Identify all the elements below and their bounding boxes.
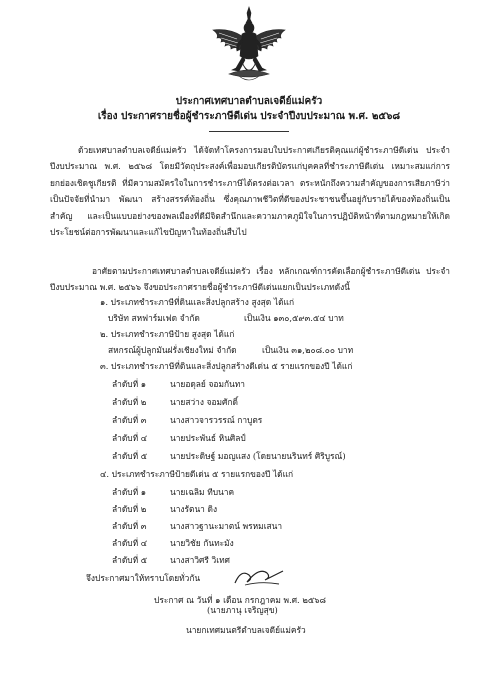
list-item-rank: ลำดับที่ ๓ <box>112 415 147 425</box>
list-item-name: นายอดุลย์ จอมกันทา <box>170 379 245 389</box>
list-item-rank: ลำดับที่ ๒ <box>112 504 147 514</box>
list-item-rank: ลำดับที่ ๕ <box>112 451 148 461</box>
intro-paragraph <box>50 142 450 240</box>
announcement-subject: เรื่อง ประกาศรายชื่อผู้ชำระภาษีดีเด่น ประจำปีงบประมาณ พ.ศ. ๒๕๖๘ <box>97 111 401 122</box>
category-2-amount: เป็นเงิน ๓๑,๒๐๘.๐๐ บาท <box>262 345 354 355</box>
list-item-rank: ลำดับที่ ๑ <box>112 379 147 389</box>
list-item-name: นายประดิษฐ์ มอญแสง (โดยนายนรินทร์ ศิริบูรณ์) <box>170 451 346 461</box>
category-2-heading: ๒. ประเภทชำระภาษีป้าย สูงสุด ได้แก่ <box>100 329 235 339</box>
intro-paragraph-text: ด้วยเทศบาลตำบลเจดีย์แม่ครัว ได้จัดทำโครงการมอบใบประกาศเกียรติคุณแก่ผู้ชำระภาษีดีเด่น ประจำปีงบประมาณ พ.ศ. ๒๕๖๘ โดยมีวัตถุประสงค์เพื่อมอบเกียรติบัตรแก่บุคคลที่ชำระภาษีดีเด่น เหมาะสมแก่การยกย่องเชิดชูเกียรติ ที่มีความสมัครใจในการชำระภาษีได้ตรงต่อเวลา ตระหนักถึงความสำคัญของการเสียภาษีว่าเป็นปัจจัยที่นำมา พัฒนา สร้างสรรค์ท้องถิ่น ซึ่งคุณภาพชีวิตที่ดีของประชาชนขึ้นอยู่กับรายได้ของท้องถิ่นเป็นสำคัญ และเป็นแบบอย่างของพลเมืองที่ดีมีจิตสำนึกและความภาคภูมิใจในการปฏิบัติหน้าที่ตามกฎหมายให้เกิดประโยชน์ต่อการพัฒนาและแก้ไขปัญหาในท้องถิ่นสืบไป <box>50 145 450 238</box>
garuda-emblem-icon <box>209 6 289 84</box>
list-item-name: นางรัตนา ดิง <box>170 504 218 514</box>
list-item-name: นางสาวฐานะมาตน์ พรหมเสนา <box>170 521 283 531</box>
list-item-rank: ลำดับที่ ๓ <box>112 521 147 531</box>
category-2-winner: สหกรณ์ผู้ปลูกมันฝรั่งเชียงใหม่ จำกัด <box>108 345 237 355</box>
closing-statement: จึงประกาศมาให้ทราบโดยทั่วกัน <box>86 573 201 583</box>
announcement-date: ประกาศ ณ วันที่ ๑ เดือน กรกฎาคม พ.ศ. ๒๕๖๘ <box>154 595 327 605</box>
list-item-rank: ลำดับที่ ๕ <box>112 555 148 565</box>
list-item-rank: ลำดับที่ ๑ <box>112 487 147 497</box>
list-item-name: นางสาวจารวรรณ์ กาบูตร <box>170 415 263 425</box>
category-3-heading: ๓. ประเภทชำระภาษีที่ดินและสิ่งปลูกสร้างดีเด่น ๕ รายแรกของปี ได้แก่ <box>100 361 353 371</box>
list-item-name: นายสว่าง จอมศักดิ์ <box>170 397 238 407</box>
category-1-winner: บริษัท สหฟาร์มเฟด จำกัด <box>108 313 200 323</box>
signature-mark <box>231 563 287 589</box>
list-item-name: นายวิชัย กันทะมัง <box>170 538 234 548</box>
category-1-heading: ๑. ประเภทชำระภาษีที่ดินและสิ่งปลูกสร้าง สูงสุด ได้แก่ <box>100 297 295 307</box>
announcement-title: ประกาศเทศบาลตำบลเจดีย์แม่ครัว <box>175 96 323 107</box>
signatory-position: นายกเทศมนตรีตำบลเจดีย์แม่ครัว <box>186 625 306 635</box>
list-item-name: นางสาวิศรี วิเทศ <box>170 555 230 565</box>
basis-paragraph <box>50 263 450 296</box>
list-item-rank: ลำดับที่ ๔ <box>112 433 148 443</box>
category-1-amount: เป็นเงิน ๑๓๐,๕๙๓.๕๔ บาท <box>244 313 344 323</box>
list-item-name: นายเฉลิม ทีบนาค <box>170 487 235 497</box>
title-divider <box>209 131 289 132</box>
list-item-name: นายประพันธ์ หินศิลป์ <box>170 433 246 443</box>
signatory-name: (นายภานุ เจริญสุข) <box>207 605 278 615</box>
list-item-rank: ลำดับที่ ๒ <box>112 397 147 407</box>
list-item-rank: ลำดับที่ ๔ <box>112 538 148 548</box>
basis-paragraph-text: อาศัยตามประกาศเทศบาลตำบลเจดีย์แม่ครัว เรื่อง หลักเกณฑ์การคัดเลือกผู้ชำระภาษีดีเด่น ประจำปีงบประมาณ พ.ศ. ๒๕๖๖ จึงขอประกาศรายชื่อผู้ชำระภาษีดีเด่นแยกเป็นประเภทดังนี้ <box>50 266 450 293</box>
category-4-heading: ๔. ประเภทชำระภาษีป้ายดีเด่น ๕ รายแรกของปี ได้แก่ <box>100 469 294 479</box>
